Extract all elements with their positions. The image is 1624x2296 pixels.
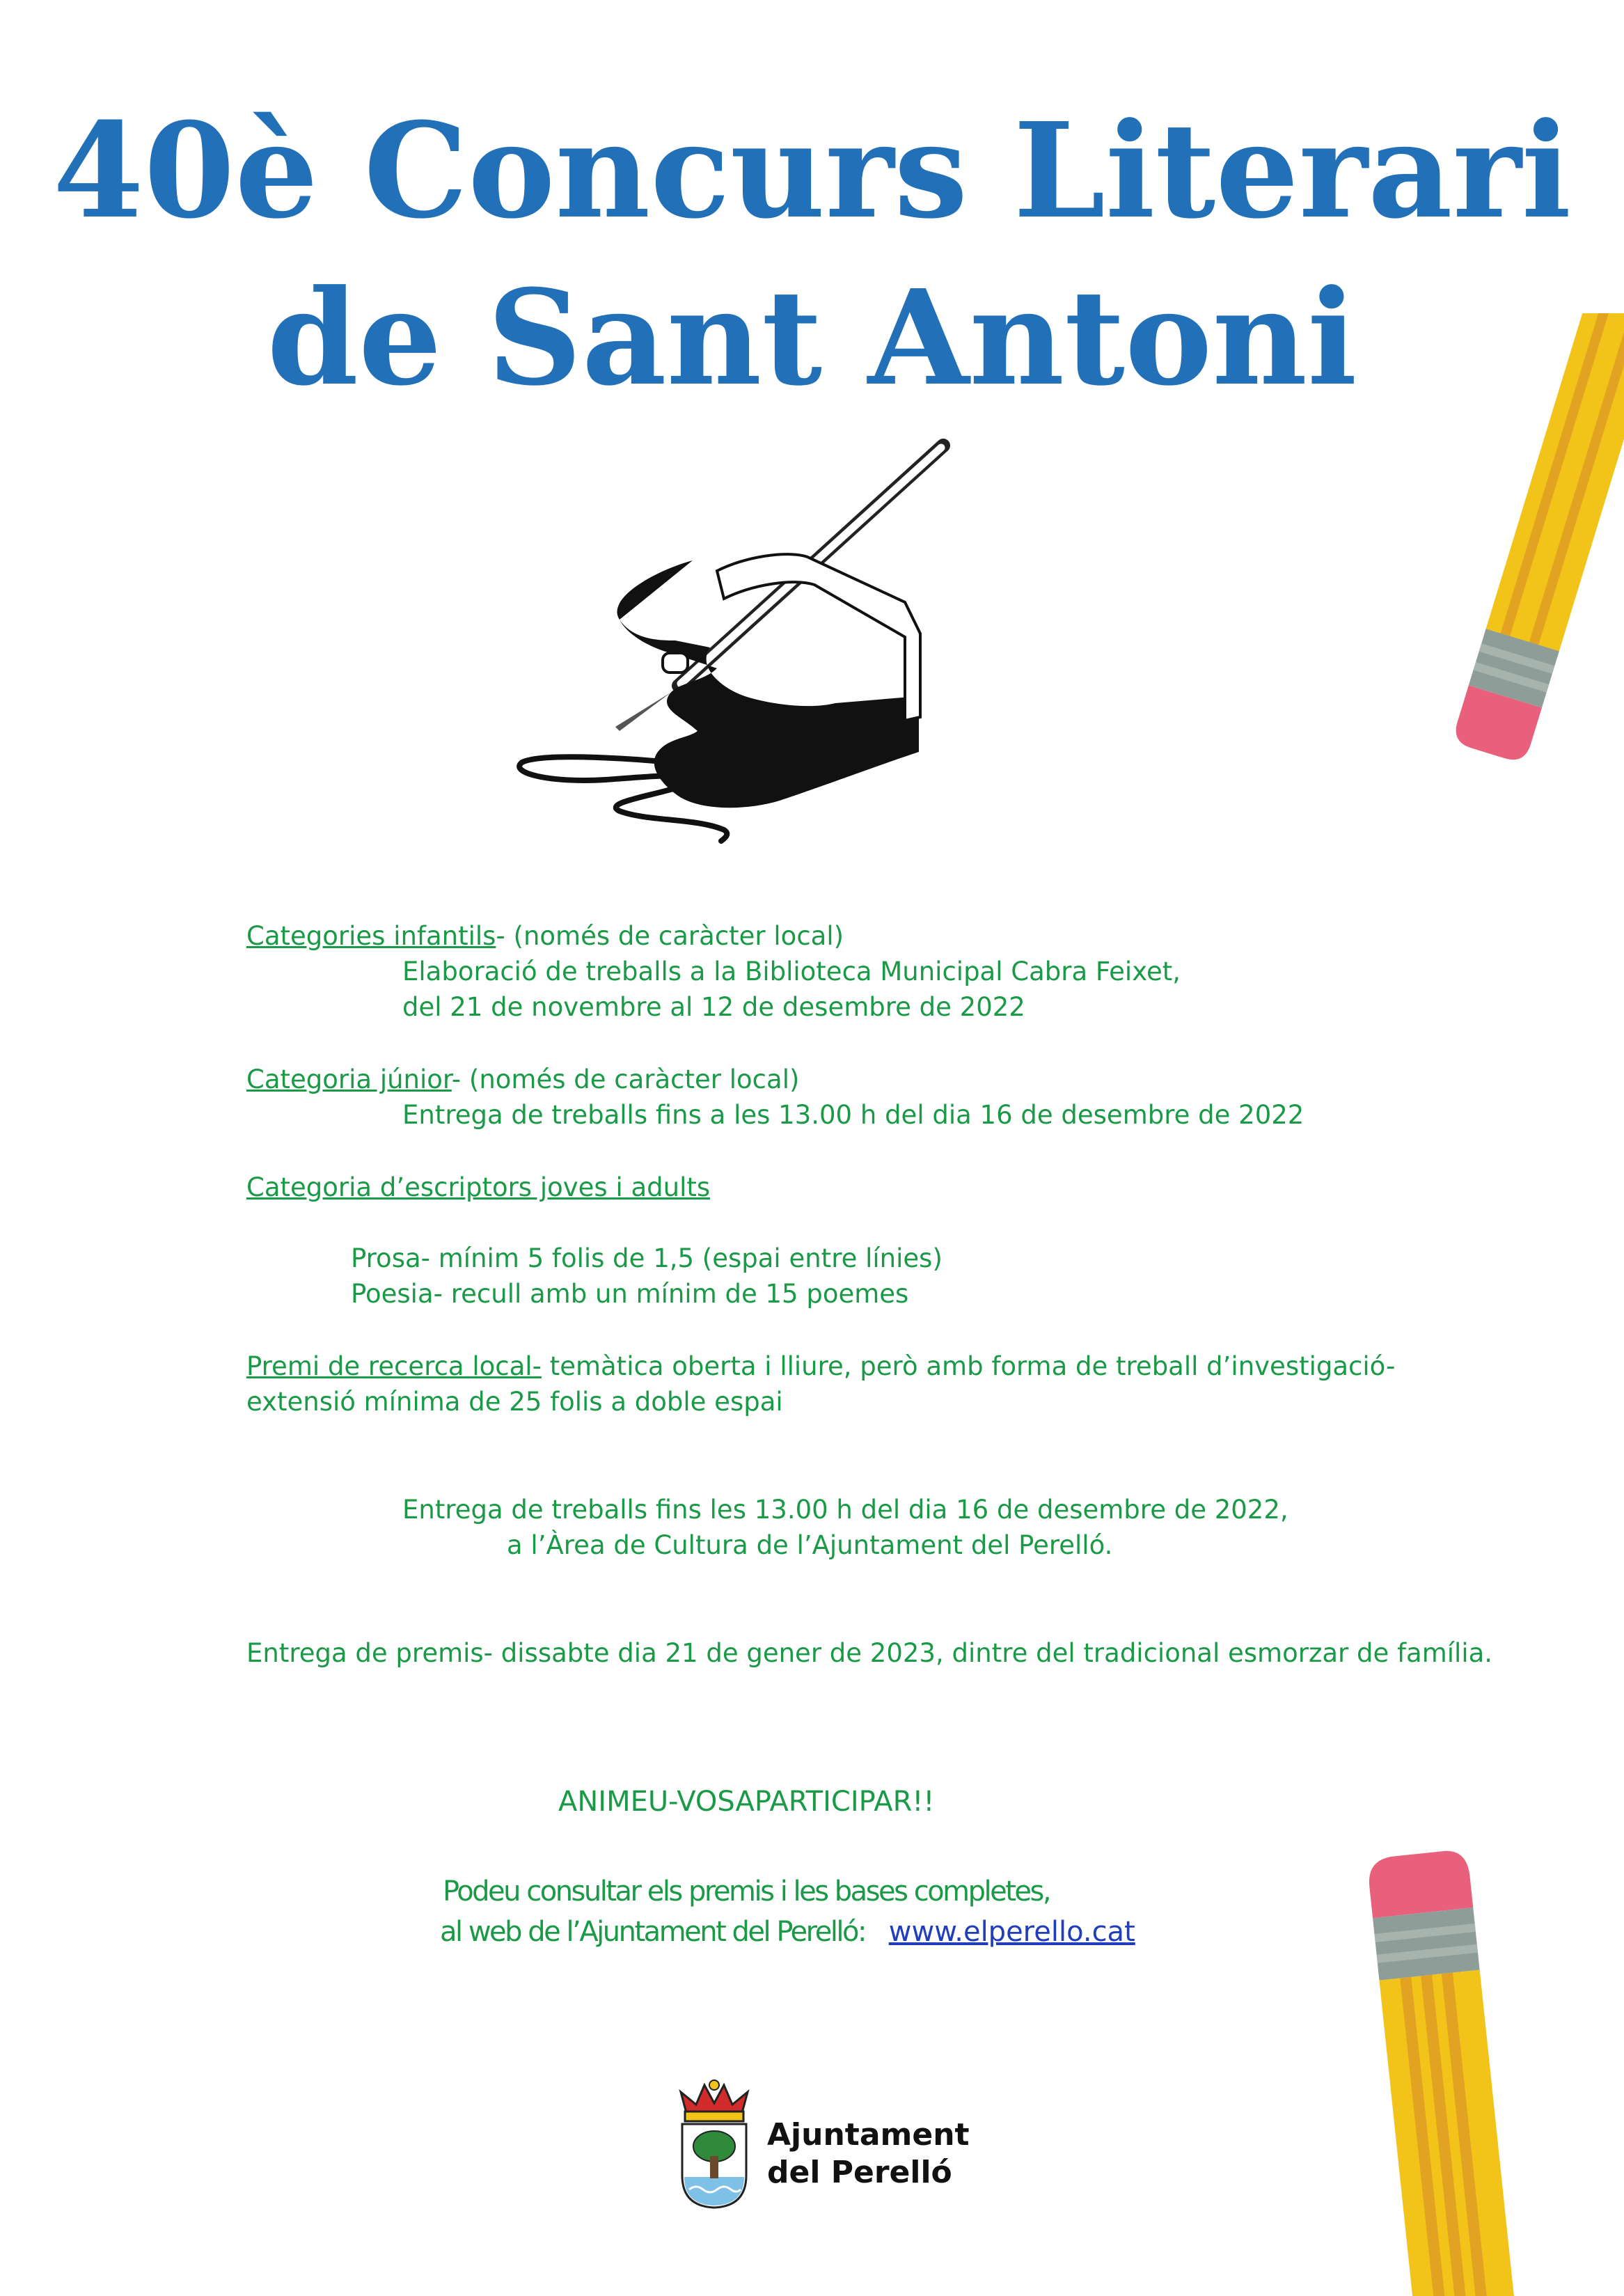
categoria-junior-heading (246, 1064, 799, 1095)
categoria-junior-label: Categoria júnior (246, 1064, 452, 1094)
categories-infantils-note: - (només de caràcter local) (496, 921, 844, 951)
categories-infantils-line-1: Elaboració de treballs a la Biblioteca Municipal Cabra Feixet, (402, 957, 1181, 986)
premi-recerca-text-2: extensió mínima de 25 folis a doble espai (246, 1387, 783, 1417)
logo-line-2: del Perelló (767, 2155, 952, 2190)
categoria-junior-line-1: Entrega de treballs fins a les 13.00 h del dia 16 de desembre de 2022 (402, 1100, 1304, 1130)
title-line-2: de Sant Antoni (267, 261, 1357, 415)
premi-recerca-label: Premi de recerca local- (246, 1351, 542, 1381)
pencil-top-icon (1448, 313, 1624, 815)
consult-line-2: al web de l’Ajuntament del Perelló: (440, 1916, 865, 1948)
delivery-line-2: a l’Àrea de Cultura de l’Ajuntament del Perelló. (507, 1530, 1113, 1560)
categories-infantils-line-2: del 21 de novembre al 12 de desembre de 2022 (402, 992, 1025, 1022)
categoria-adults-label: Categoria d’escriptors joves i adults (246, 1172, 711, 1202)
premi-recerca-heading (246, 1351, 1395, 1382)
categories-infantils-label: Categories infantils (246, 921, 496, 951)
categoria-adults-prosa: Prosa- mínim 5 folis de 1,5 (espai entre línies) (351, 1243, 943, 1273)
call-to-action: ANIMEU-VOSAPARTICIPAR!! (558, 1786, 935, 1818)
consult-line-1: Podeu consultar els premis i les bases completes, (443, 1876, 1050, 1908)
categories-infantils-heading (246, 921, 844, 952)
hand-writing-icon (515, 432, 961, 849)
logo-line-1: Ajuntament (767, 2117, 970, 2153)
categoria-junior-note: - (només de caràcter local) (451, 1064, 800, 1094)
categoria-adults-poesia: Poesia- recull amb un mínim de 15 poemes (351, 1279, 909, 1309)
premi-recerca-text-1: temàtica oberta i lliure, però amb forma de treball d’investigació- (541, 1351, 1396, 1381)
website-link[interactable]: www.elperello.cat (888, 1916, 1135, 1948)
town-crest-icon (675, 2078, 753, 2210)
consult-line-2-wrap (440, 1915, 1135, 1949)
delivery-line-1: Entrega de treballs fins les 13.00 h del dia 16 de desembre de 2022, (402, 1495, 1288, 1525)
pencil-bottom-icon (1361, 1838, 1535, 2296)
title-line-1: 40è Concurs Literari (52, 94, 1572, 248)
prizes-text: Entrega de premis- dissabte dia 21 de gener de 2023, dintre del tradicional esmorzar de família. (246, 1638, 1493, 1668)
